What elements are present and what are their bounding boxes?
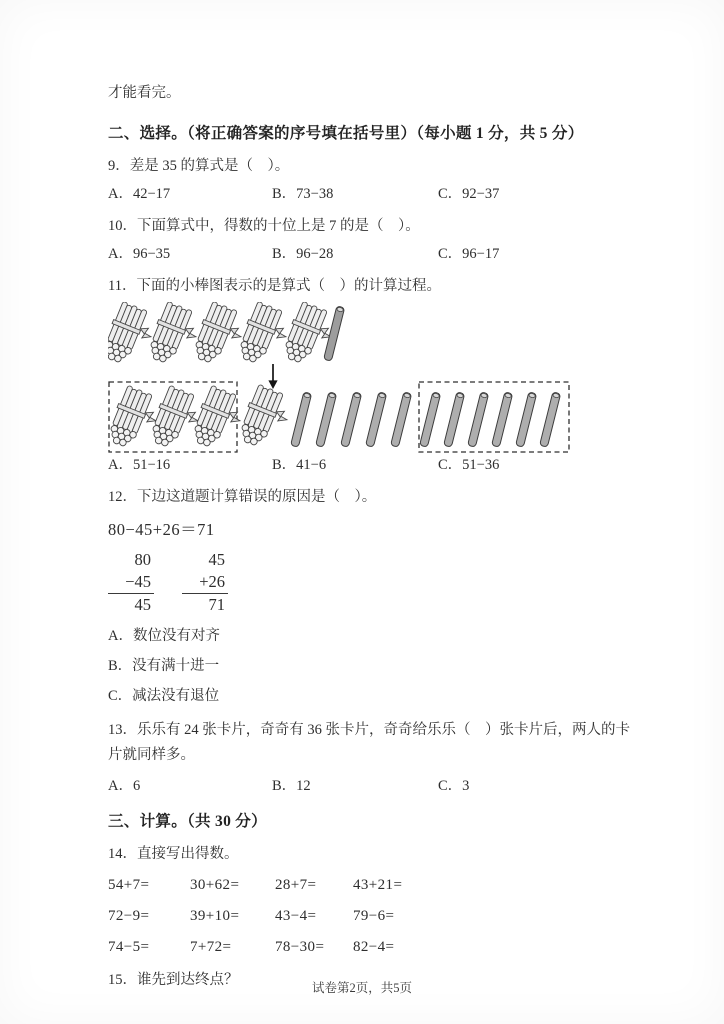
q10-option-b: B．96−28 [272, 246, 334, 262]
q14-stem: 14．直接写出得数。 [108, 846, 239, 862]
stick-bundle-icon [144, 302, 204, 370]
expression: 30+62= [190, 877, 240, 893]
q13-option-b: B．12 [272, 778, 311, 794]
stick-bundle-icon [108, 385, 164, 454]
vcalc-line: −45 [108, 571, 154, 594]
page-footer: 试卷第2页，共5页 [311, 981, 412, 995]
single-stick-icon [492, 392, 513, 447]
stick-bundle-icon [234, 302, 294, 370]
q11-option-b: B．41−6 [272, 457, 327, 473]
expression: 79−6= [353, 908, 395, 924]
single-stick-icon [391, 392, 412, 447]
expression: 82−4= [353, 939, 395, 955]
q9-option-c: C．92−37 [438, 186, 500, 202]
q10-option-a: A．96−35 [108, 246, 171, 262]
single-stick-icon [316, 392, 337, 447]
vcalc-line: 71 [208, 595, 225, 614]
q12-vertical-calculation [108, 549, 640, 616]
expression: 43+21= [353, 877, 403, 893]
expression: 7+72= [190, 939, 232, 955]
q9-option-b: B．73−38 [272, 186, 334, 202]
section-calc-heading: 三、计算。（共 30 分） [108, 813, 267, 830]
q9-stem: 9．差是 35 的算式是（ ）。 [108, 158, 290, 174]
q14-row-1 [108, 876, 640, 895]
stick-bundle-icon [146, 385, 206, 454]
q12-option-c: C．减法没有退位 [108, 688, 220, 704]
vcalc-line: +26 [182, 571, 228, 594]
expression: 78−30= [275, 939, 325, 955]
q11-options [108, 456, 640, 475]
q11-option-c: C．51−36 [438, 457, 500, 473]
single-stick-icon [291, 392, 312, 447]
stick-bundle-icon [189, 302, 249, 370]
q9-option-a: A．42−17 [108, 186, 171, 202]
previous-question-tail: 才能看完。 [108, 85, 181, 101]
q12-stem: 12．下边这道题计算错误的原因是（ ）。 [108, 489, 377, 505]
single-stick-icon [366, 392, 387, 447]
single-stick-icon [444, 392, 465, 447]
q15-stem: 15．谁先到达终点？ [108, 972, 239, 988]
vcalc-line: 45 [134, 595, 151, 614]
q10-option-c: C．96−17 [438, 246, 500, 262]
expression: 72−9= [108, 908, 150, 924]
vcalc-line: 45 [208, 550, 225, 569]
expression: 54+7= [108, 877, 150, 893]
stick-bundles-figure [108, 302, 640, 454]
single-stick-icon [540, 392, 561, 447]
q11-option-a: A．51−16 [108, 457, 171, 473]
q11-stem: 11．下面的小棒图表示的是算式（ ）的计算过程。 [108, 278, 441, 294]
vcalc-line: 80 [134, 550, 151, 569]
single-stick-icon [468, 392, 489, 447]
expression: 43−4= [275, 908, 317, 924]
q14-row-3 [108, 938, 640, 957]
q12-option-a: A．数位没有对齐 [108, 628, 220, 644]
q12-subtraction-column [108, 549, 154, 616]
stick-bundle-icon [108, 302, 159, 370]
single-stick-icon [324, 306, 345, 361]
q13-option-a: A．6 [108, 778, 141, 794]
single-stick-icon [516, 392, 537, 447]
q13-stem: 13．乐乐有 24 张卡片，奇奇有 36 张卡片，奇奇给乐乐（ ）张卡片后，两人的卡片就同样多。 [108, 722, 630, 763]
q13-option-c: C．3 [438, 778, 470, 794]
q9-options [108, 185, 640, 204]
q14-row-2 [108, 907, 640, 926]
stick-bundle-icon [188, 385, 248, 454]
single-stick-icon [420, 392, 441, 447]
section-choice-heading: 二、选择。（将正确答案的序号填在括号里）（每小题 1 分，共 5 分） [108, 125, 584, 142]
q12-option-b: B．没有满十进一 [108, 658, 220, 674]
expression: 28+7= [275, 877, 317, 893]
stick-bundle-icon [235, 384, 295, 454]
expression: 39+10= [190, 908, 240, 924]
q10-options [108, 245, 640, 264]
q13-options [108, 777, 640, 796]
q10-stem: 10．下面算式中，得数的十位上是 7 的是（ ）。 [108, 218, 420, 234]
down-arrow-icon [268, 364, 277, 389]
q12-equation: 80−45+26＝71 [108, 520, 215, 539]
single-stick-icon [341, 392, 362, 447]
expression: 74−5= [108, 939, 150, 955]
q12-addition-column [182, 549, 228, 616]
